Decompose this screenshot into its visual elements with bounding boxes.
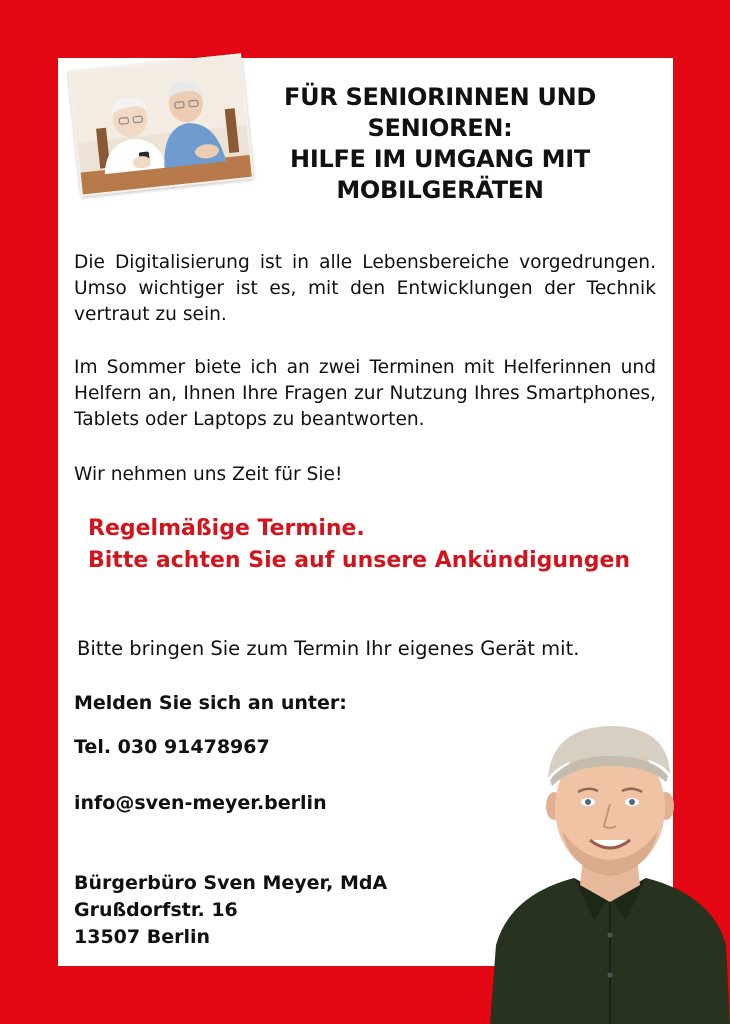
register-heading: Melden Sie sich an unter: [74, 692, 347, 714]
email-address[interactable]: info@sven-meyer.berlin [74, 792, 327, 814]
phone-number[interactable]: Tel. 030 91478967 [74, 736, 270, 758]
office-city: 13507 Berlin [74, 926, 211, 948]
appointments-notice [88, 513, 678, 577]
title-line: FÜR SENIORINNEN UND [283, 83, 597, 111]
office-name: Bürgerbüro Sven Meyer, MdA [74, 872, 388, 894]
sven-meyer-portrait [490, 720, 730, 1024]
notice-line-regular-appointments: Regelmäßige Termine. [88, 516, 365, 541]
flyer-title [270, 82, 610, 206]
office-street: Grußdorfstr. 16 [74, 899, 238, 921]
intro-paragraph: Die Digitalisierung ist in alle Lebensbereiche vorgedrungen. Umso wichtiger ist es, mit den Entwicklungen der Technik vertraut zu sein. [74, 252, 656, 325]
office-address [74, 870, 387, 951]
notice-line-announcements: Bitte achten Sie auf unsere Ankündigungen [88, 548, 631, 573]
seniors-with-smartphone-photo [68, 53, 254, 196]
offer-paragraph: Im Sommer biete ich an zwei Terminen mit Helferinnen und Helfern an, Ihnen Ihre Fragen zur Nutzung Ihres Smartphones, Tablets oder Laptops zu beantworten. [74, 357, 656, 430]
bring-device-note: Bitte bringen Sie zum Termin Ihr eigenes Gerät mit. [77, 637, 580, 660]
time-paragraph: Wir nehmen uns Zeit für Sie! [74, 464, 343, 485]
title-line: HILFE IM UMGANG MIT [290, 145, 590, 173]
title-line: MOBILGERÄTEN [336, 176, 544, 204]
title-line: SENIOREN: [367, 114, 513, 142]
